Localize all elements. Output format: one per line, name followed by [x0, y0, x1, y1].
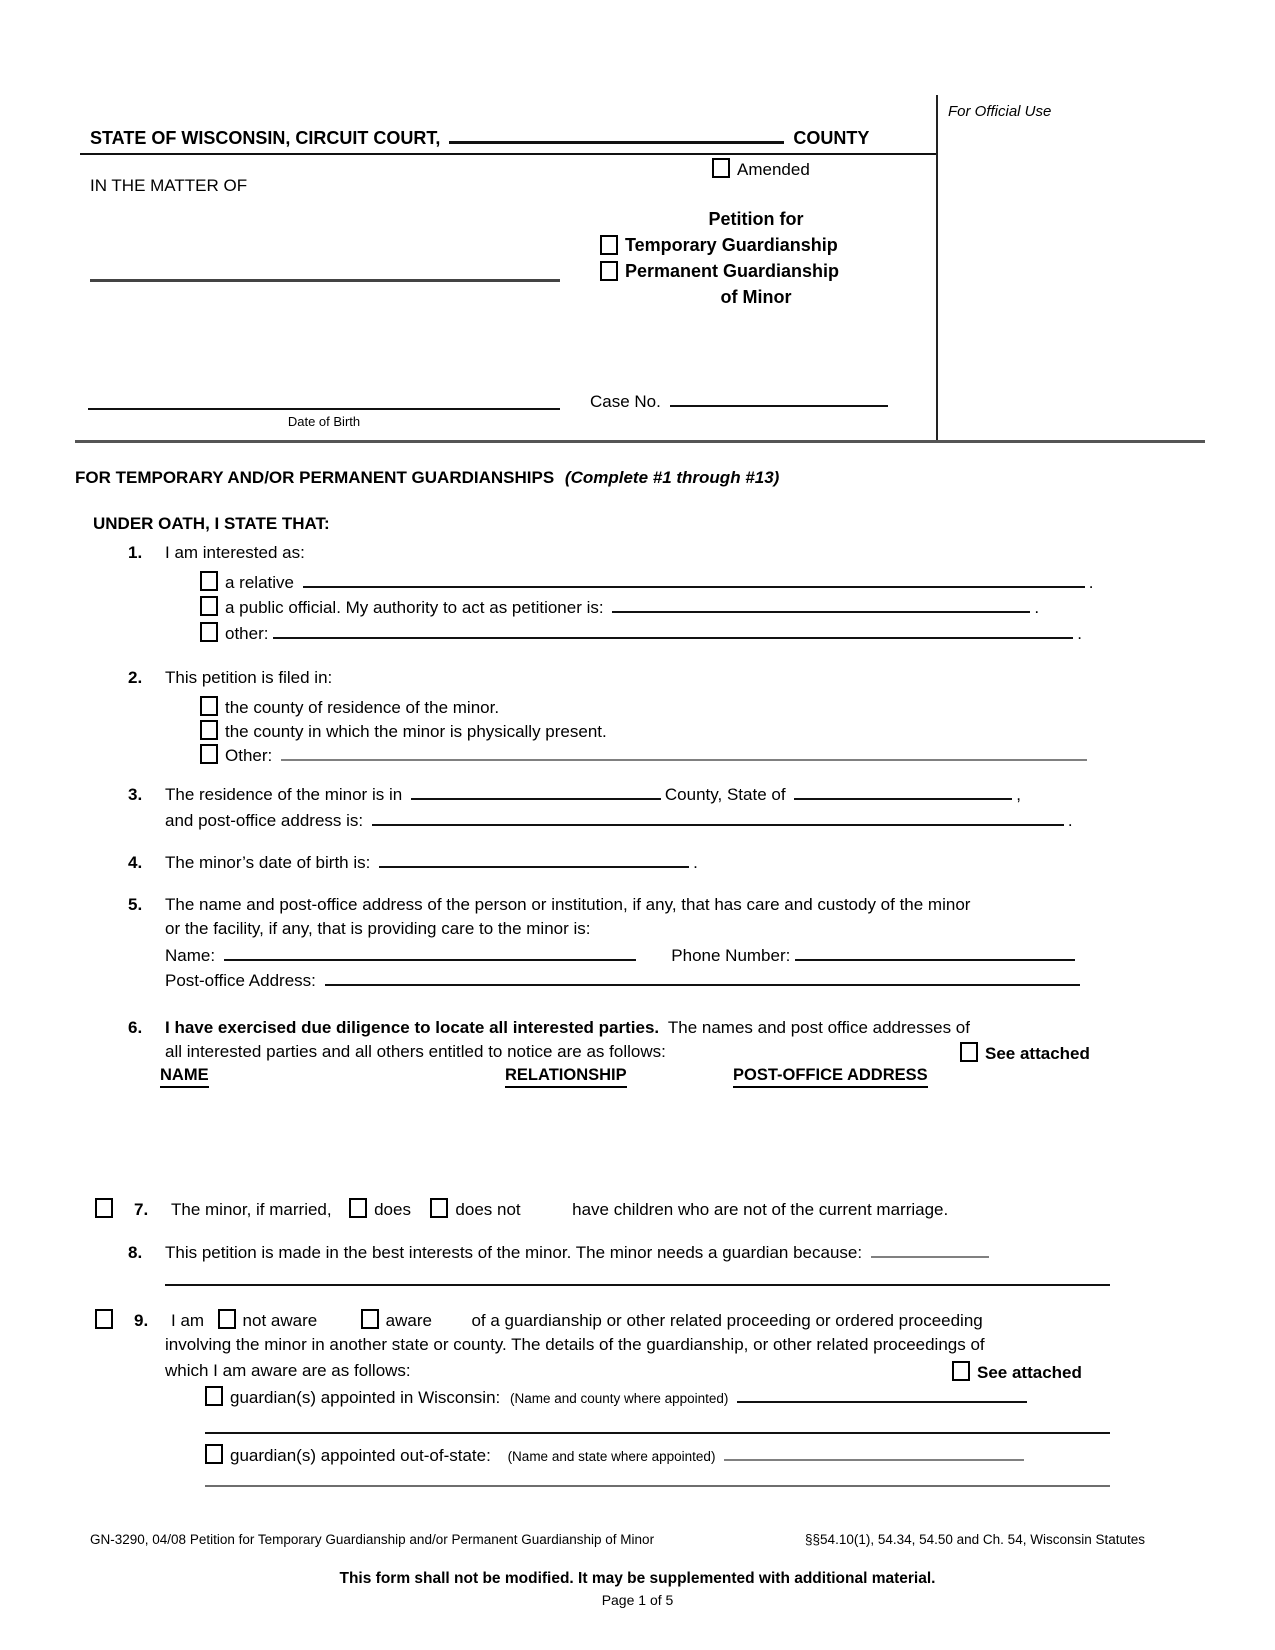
item-5-address-row	[165, 969, 1084, 991]
footer-notice: This form shall not be modified. It may be supplemented with additional material.	[339, 1570, 936, 1587]
item-3-comma: ,	[1016, 785, 1022, 804]
custodian-address-blank[interactable]	[325, 969, 1080, 986]
item-5-number: 5.	[128, 895, 143, 914]
footer-row	[90, 1532, 1145, 1547]
item-2-opt1-row	[200, 696, 499, 718]
header-rule	[80, 153, 936, 155]
item-6	[128, 1018, 970, 1038]
out-of-state-guardian-row	[205, 1444, 1028, 1466]
column-header-name: NAME	[160, 1066, 209, 1088]
see-attached-checkbox[interactable]	[960, 1042, 978, 1062]
petition-title-block	[600, 206, 912, 310]
relative-checkbox[interactable]	[200, 571, 218, 591]
dob-blank[interactable]	[88, 408, 560, 410]
case-no-blank[interactable]	[670, 390, 888, 407]
other-interest-blank[interactable]	[273, 622, 1073, 639]
not-aware-checkbox[interactable]	[218, 1309, 236, 1329]
relative-dot: .	[1088, 573, 1094, 592]
does-not-checkbox[interactable]	[430, 1198, 448, 1218]
temporary-guardianship-label: Temporary Guardianship	[625, 234, 838, 255]
out-of-state-guardian-checkbox[interactable]	[205, 1444, 223, 1464]
item-8-lead: This petition is made in the best interests of the minor. The minor needs a guardian because:	[165, 1243, 863, 1262]
authority-blank[interactable]	[612, 596, 1030, 613]
column-header-relationship: RELATIONSHIP	[505, 1066, 627, 1088]
item-6-lead-bold: I have exercised due diligence to locate all interested parties.	[165, 1018, 660, 1037]
item-4-lead: The minor’s date of birth is:	[165, 853, 371, 872]
amended-label: Amended	[737, 160, 810, 179]
item-2	[128, 668, 332, 688]
item-5-name-row	[165, 944, 1079, 966]
aware-label: aware	[385, 1311, 432, 1330]
wisconsin-guardian-checkbox[interactable]	[205, 1386, 223, 1406]
item-9-checkbox[interactable]	[95, 1309, 113, 1329]
relative-label: a relative	[225, 573, 294, 592]
phone-number-blank[interactable]	[795, 944, 1075, 961]
out-of-state-guardian-line2[interactable]	[205, 1485, 1110, 1487]
official-use-label: For Official Use	[948, 103, 1052, 120]
wisconsin-guardian-blank[interactable]	[737, 1386, 1027, 1403]
out-of-state-guardian-label: guardian(s) appointed out-of-state:	[230, 1446, 491, 1465]
other-interest-label: other:	[225, 624, 269, 643]
residence-state-blank[interactable]	[794, 783, 1012, 800]
aware-checkbox[interactable]	[361, 1309, 379, 1329]
item-9-number: 9.	[134, 1311, 149, 1330]
does-checkbox[interactable]	[349, 1198, 367, 1218]
item-8	[128, 1241, 993, 1263]
county-residence-label: the county of residence of the minor.	[225, 698, 500, 717]
temporary-guardianship-checkbox[interactable]	[600, 235, 618, 255]
amended-row	[712, 158, 810, 180]
item-4-number: 4.	[128, 853, 143, 872]
not-aware-label: not aware	[242, 1311, 318, 1330]
phone-number-label: Phone Number:	[671, 946, 791, 965]
item-3-seg1: The residence of the minor is in	[165, 785, 403, 804]
public-official-checkbox[interactable]	[200, 596, 218, 616]
petition-line1: Petition for	[708, 209, 804, 229]
item-4-dot: .	[693, 853, 698, 872]
guardian-reason-line2[interactable]	[165, 1284, 1110, 1286]
official-dot: .	[1034, 598, 1040, 617]
wisconsin-guardian-line2[interactable]	[205, 1432, 1110, 1434]
matter-label: IN THE MATTER OF	[90, 176, 248, 195]
section-note: (Complete #1 through #13)	[564, 468, 780, 487]
item-9-see-attached-row	[952, 1361, 1082, 1383]
footer-form-id: GN-3290, 04/08 Petition for Temporary Guardianship and/or Permanent Guardianship of Minor	[90, 1532, 655, 1547]
item-2-opt2-row	[200, 720, 607, 742]
custodian-address-label: Post-office Address:	[165, 971, 316, 990]
item-2-lead: This petition is filed in:	[165, 668, 333, 687]
petition-permanent-row	[600, 258, 912, 284]
wisconsin-guardian-label: guardian(s) appointed in Wisconsin:	[230, 1388, 501, 1407]
item-9	[95, 1309, 983, 1331]
other-dot: .	[1077, 624, 1082, 643]
permanent-guardianship-checkbox[interactable]	[600, 261, 618, 281]
item-9-seg2: of a guardianship or other related proceeding or ordered proceeding	[471, 1311, 983, 1330]
official-use-divider	[936, 95, 938, 442]
see-attached-label: See attached	[985, 1044, 1090, 1063]
item-3-number: 3.	[128, 785, 143, 804]
section-title-row	[75, 468, 779, 488]
filed-other-label: Other:	[225, 746, 273, 765]
case-no-label: Case No.	[590, 392, 661, 411]
item-6-lead-rest: The names and post office addresses of	[667, 1018, 970, 1037]
item-9-line3: which I am aware are as follows:	[165, 1361, 411, 1380]
footer-statutes: §§54.10(1), 54.34, 54.50 and Ch. 54, Wisconsin Statutes	[805, 1532, 1145, 1547]
item-1-number: 1.	[128, 543, 143, 562]
wisconsin-guardian-row	[205, 1386, 1031, 1408]
item-9-seg1: I am	[171, 1311, 205, 1330]
county-residence-checkbox[interactable]	[200, 696, 218, 716]
item-6-line2: all interested parties and all others entitled to notice are as follows:	[165, 1042, 666, 1061]
does-label: does	[374, 1200, 411, 1219]
other-interest-checkbox[interactable]	[200, 622, 218, 642]
item-7-number: 7.	[134, 1200, 149, 1219]
item-6-see-attached-row	[960, 1042, 1090, 1064]
see-attached-checkbox-9[interactable]	[952, 1361, 970, 1381]
filed-other-checkbox[interactable]	[200, 744, 218, 764]
item-7-seg1: The minor, if married,	[171, 1200, 332, 1219]
filed-other-blank[interactable]	[281, 744, 1087, 761]
court-caption-prefix: STATE OF WISCONSIN, CIRCUIT COURT,	[90, 128, 441, 148]
item-3-dot: .	[1067, 811, 1073, 830]
caption-bottom-rule	[75, 440, 1205, 443]
guardian-reason-blank[interactable]	[871, 1241, 989, 1258]
petition-line4: of Minor	[720, 287, 792, 307]
item-5-line1: The name and post-office address of the person or institution, if any, that has care and custody of the minor	[165, 895, 971, 914]
county-present-checkbox[interactable]	[200, 720, 218, 740]
county-blank[interactable]	[449, 126, 784, 144]
matter-name-blank[interactable]	[90, 279, 560, 282]
column-header-address: POST-OFFICE ADDRESS	[733, 1066, 928, 1088]
out-of-state-guardian-note: (Name and state where appointed)	[507, 1449, 716, 1464]
item-1-other-row	[200, 622, 1082, 644]
item-3-seg2: County, State of	[664, 785, 786, 804]
custodian-name-blank[interactable]	[224, 944, 636, 961]
item-3-seg3: and post-office address is:	[165, 811, 364, 830]
minor-dob-blank[interactable]	[379, 851, 689, 868]
custodian-name-label: Name:	[165, 946, 216, 965]
item-1-relative-row	[200, 571, 1093, 593]
item-1	[128, 543, 305, 563]
item-4	[128, 851, 698, 873]
court-caption-county: COUNTY	[793, 128, 870, 148]
item-7-seg2: have children who are not of the current marriage.	[572, 1200, 949, 1219]
oath-line: UNDER OATH, I STATE THAT:	[93, 514, 330, 533]
item-7	[95, 1198, 948, 1220]
item-5	[128, 895, 970, 915]
item-2-number: 2.	[128, 668, 143, 687]
footer-page-number: Page 1 of 5	[601, 1592, 674, 1608]
see-attached-label-9: See attached	[977, 1363, 1082, 1382]
permanent-guardianship-label: Permanent Guardianship	[625, 260, 840, 281]
case-no-row	[590, 390, 892, 412]
item-2-opt3-row	[200, 744, 1091, 766]
does-not-label: does not	[455, 1200, 521, 1219]
court-caption-line	[90, 126, 869, 149]
item-7-checkbox[interactable]	[95, 1198, 113, 1218]
residence-county-blank[interactable]	[411, 783, 661, 800]
post-office-address-blank[interactable]	[372, 809, 1064, 826]
out-of-state-guardian-blank[interactable]	[724, 1444, 1024, 1461]
section-title: FOR TEMPORARY AND/OR PERMANENT GUARDIANSHIPS	[75, 468, 555, 487]
item-3-line2	[165, 809, 1073, 831]
public-official-label: a public official. My authority to act as petitioner is:	[225, 598, 604, 617]
item-8-number: 8.	[128, 1243, 143, 1262]
item-3	[128, 783, 1021, 805]
wisconsin-guardian-note: (Name and county where appointed)	[510, 1391, 729, 1406]
item-9-line2: involving the minor in another state or county. The details of the guardianship, or other related proceedings of	[165, 1335, 985, 1354]
relative-blank[interactable]	[303, 571, 1085, 588]
item-6-number: 6.	[128, 1018, 143, 1037]
county-present-label: the county in which the minor is physically present.	[225, 722, 607, 741]
dob-caption: Date of Birth	[287, 414, 361, 429]
item-1-official-row	[200, 596, 1039, 618]
item-1-lead: I am interested as:	[165, 543, 305, 562]
petition-temporary-row	[600, 232, 912, 258]
item-5-line2: or the facility, if any, that is providing care to the minor is:	[165, 919, 591, 938]
amended-checkbox[interactable]	[712, 158, 730, 178]
